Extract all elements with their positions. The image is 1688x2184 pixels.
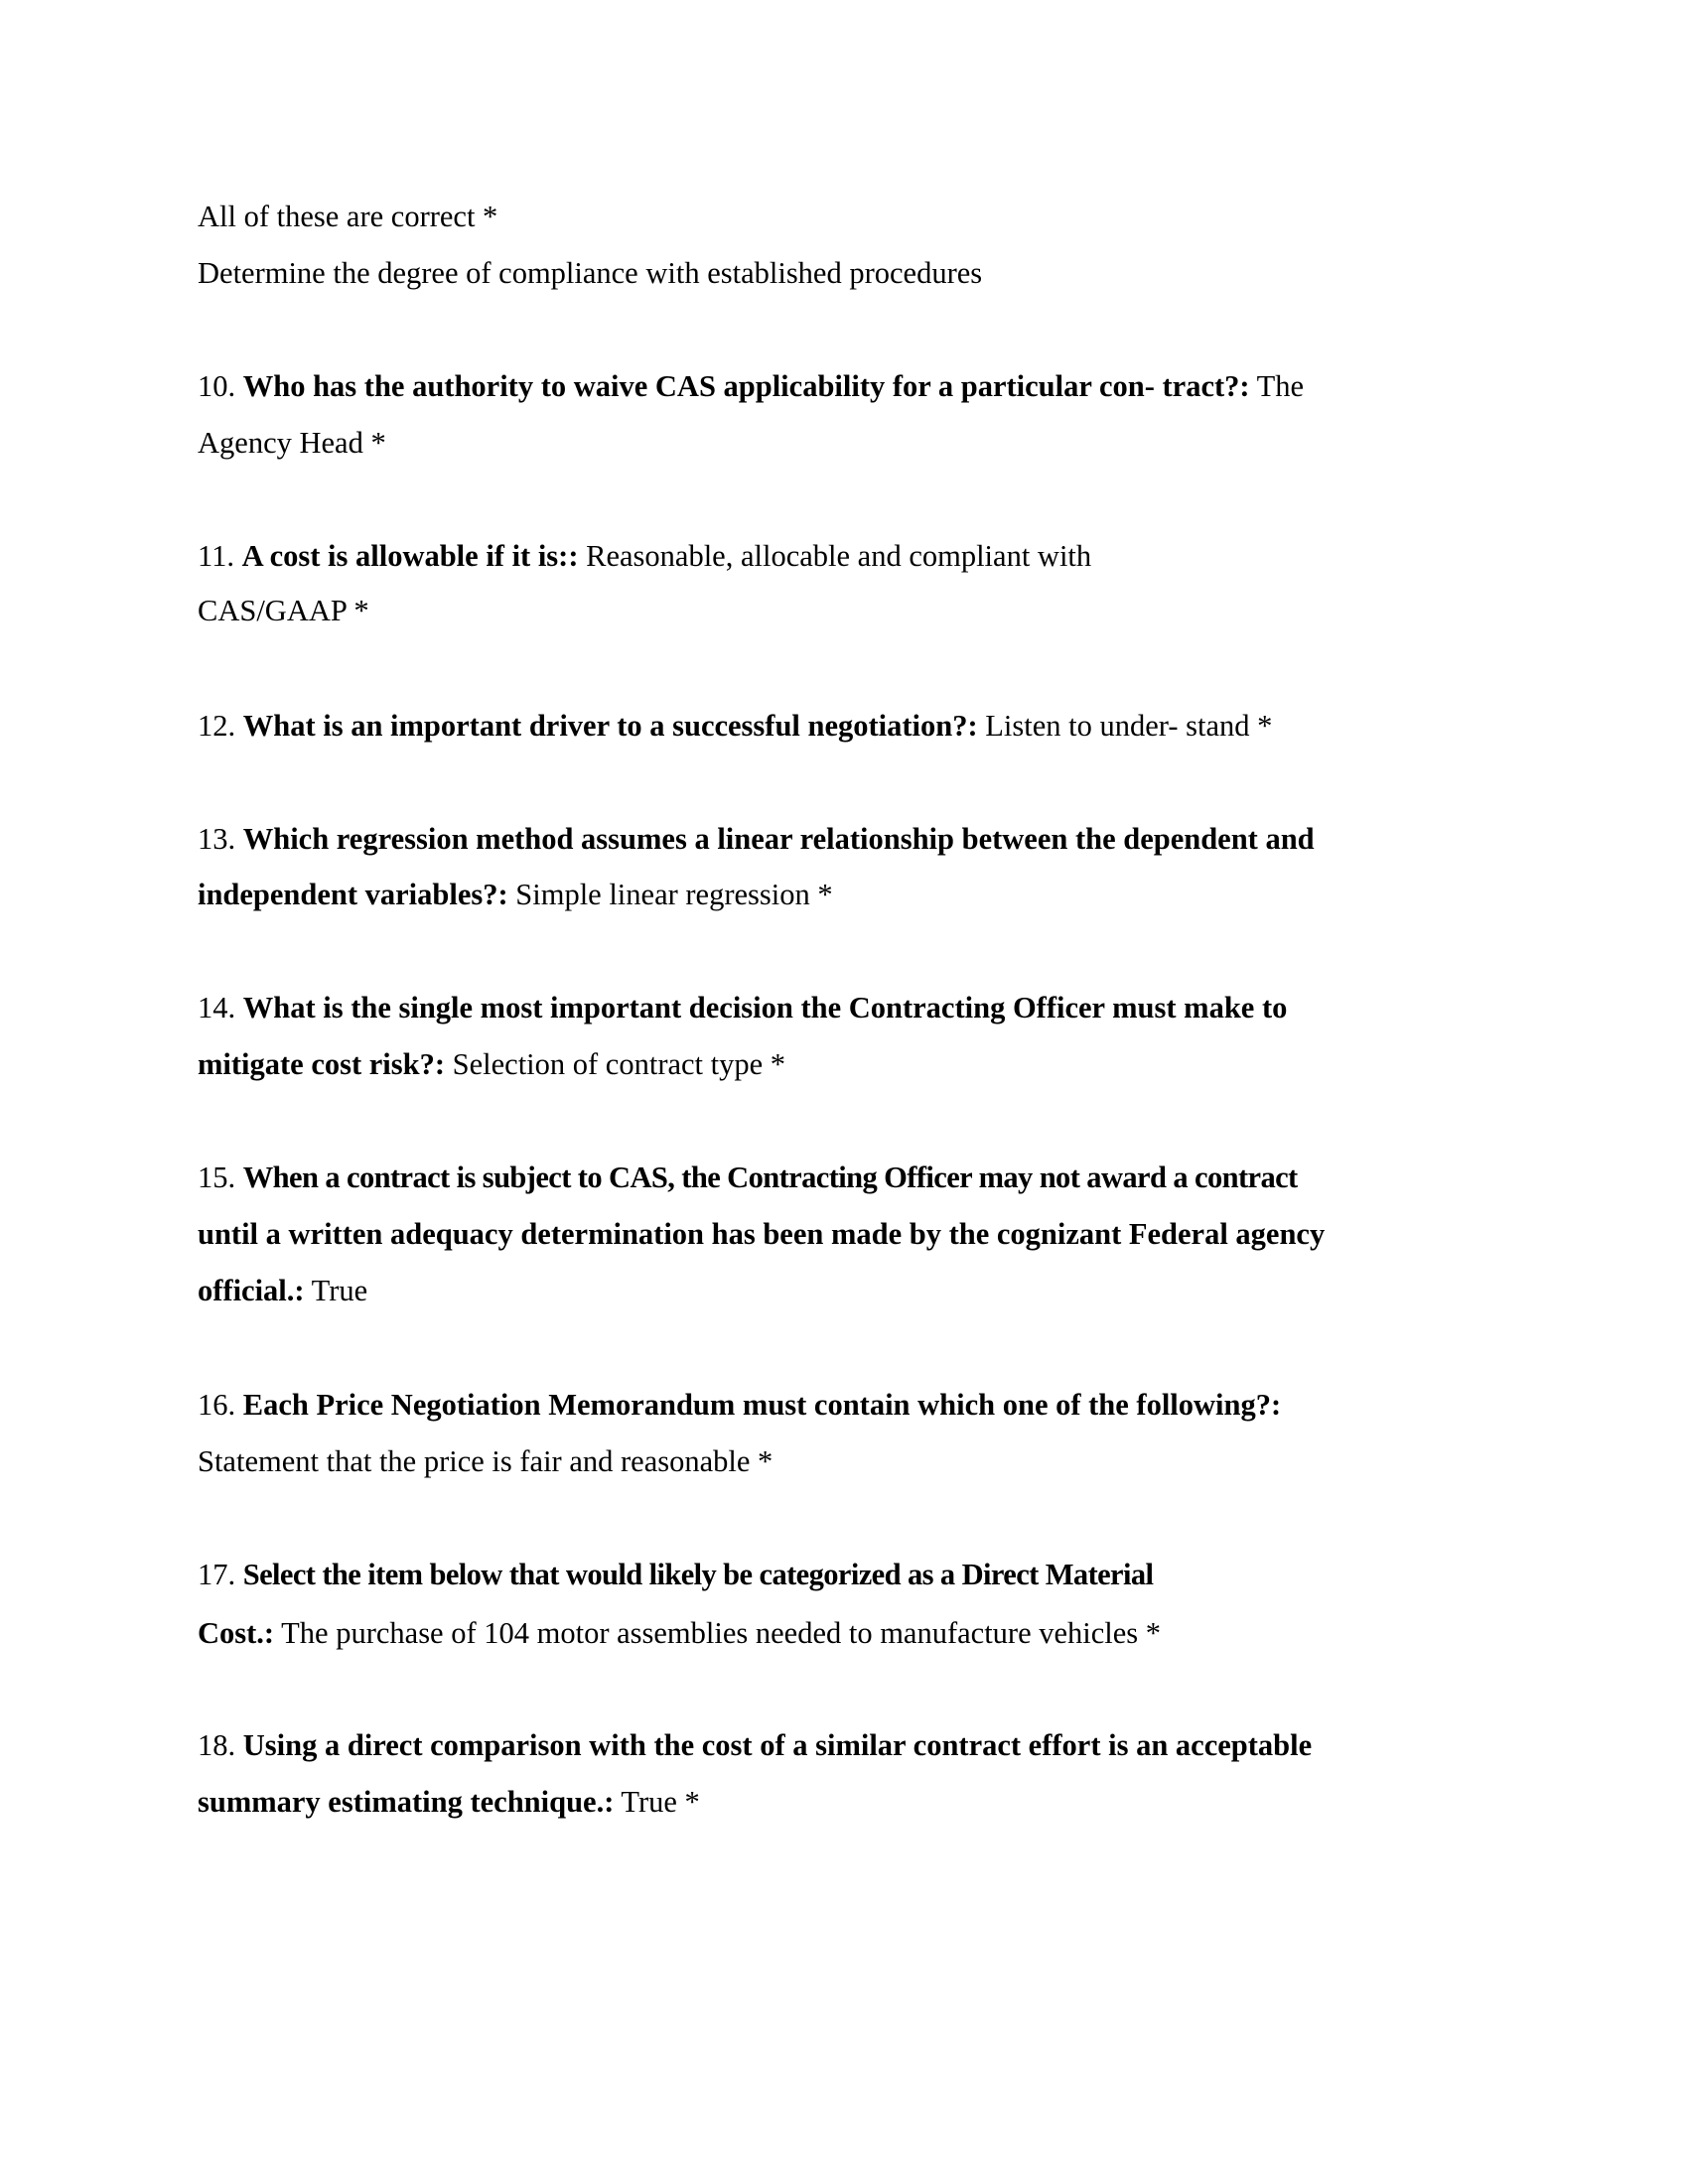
preamble-line: All of these are correct * — [198, 200, 498, 233]
question-number: 14. — [198, 991, 236, 1024]
question-text: Cost.: — [198, 1616, 275, 1650]
question-17-cont — [198, 1613, 1161, 1653]
answer-text: True * — [614, 1785, 700, 1819]
answer-text: The — [1249, 369, 1305, 403]
question-18-cont — [198, 1782, 700, 1822]
answer-text: Listen to under- stand * — [977, 709, 1273, 743]
question-text: What is the single most important decision the Contracting Officer must make to — [242, 991, 1288, 1024]
question-18 — [198, 1725, 1312, 1765]
question-text: What is an important driver to a successful negotiation?: — [242, 709, 978, 743]
question-text: Who has the authority to waive CAS applicability for a particular con- tract?: — [242, 369, 1250, 403]
question-11 — [198, 536, 1091, 576]
question-number: 10. — [198, 369, 236, 403]
answer-text: Simple linear regression * — [507, 878, 833, 911]
question-12 — [198, 706, 1272, 746]
question-15-cont — [198, 1214, 1325, 1254]
question-15 — [198, 1158, 1298, 1197]
answer-text: Reasonable, allocable and compliant with — [578, 539, 1092, 573]
question-text: official.: — [198, 1274, 305, 1307]
question-number: 13. — [198, 822, 236, 856]
answer-text: The purchase of 104 motor assemblies needed to manufacture vehicles * — [274, 1616, 1162, 1650]
question-14-cont — [198, 1044, 785, 1084]
question-text: When a contract is subject to CAS, the Contracting Officer may not award a contract — [242, 1160, 1298, 1194]
question-text: summary estimating technique.: — [198, 1785, 615, 1819]
question-text: independent variables?: — [198, 878, 508, 911]
question-14 — [198, 988, 1287, 1027]
answer-text: Selection of contract type * — [445, 1047, 786, 1081]
question-text: A cost is allowable if it is:: — [241, 539, 579, 573]
answer-text: True — [304, 1274, 368, 1307]
question-15-cont — [198, 1271, 367, 1310]
question-number: 11. — [198, 539, 234, 573]
answer-line: Agency Head * — [198, 426, 386, 460]
question-number: 12. — [198, 709, 236, 743]
question-13 — [198, 819, 1315, 859]
question-text: Each Price Negotiation Memorandum must contain which one of the following?: — [242, 1388, 1282, 1422]
preamble-line: Determine the degree of compliance with established procedures — [198, 256, 983, 290]
question-number: 16. — [198, 1388, 236, 1422]
question-16 — [198, 1385, 1281, 1425]
question-text: until a written adequacy determination has been made by the cognizant Federal agency — [198, 1217, 1326, 1251]
question-text: Which regression method assumes a linear relationship between the dependent and — [242, 822, 1315, 856]
question-text: mitigate cost risk?: — [198, 1047, 446, 1081]
question-number: 17. — [198, 1558, 236, 1591]
question-text: Using a direct comparison with the cost of a similar contract effort is an acceptable — [242, 1728, 1313, 1762]
answer-line: CAS/GAAP * — [198, 594, 369, 627]
question-number: 18. — [198, 1728, 236, 1762]
question-10 — [198, 366, 1304, 406]
question-17 — [198, 1555, 1153, 1594]
question-13-cont — [198, 875, 833, 914]
question-text: Select the item below that would likely be categorized as a Direct Material — [242, 1558, 1154, 1591]
answer-line: Statement that the price is fair and reasonable * — [198, 1444, 774, 1478]
question-number: 15. — [198, 1160, 236, 1194]
